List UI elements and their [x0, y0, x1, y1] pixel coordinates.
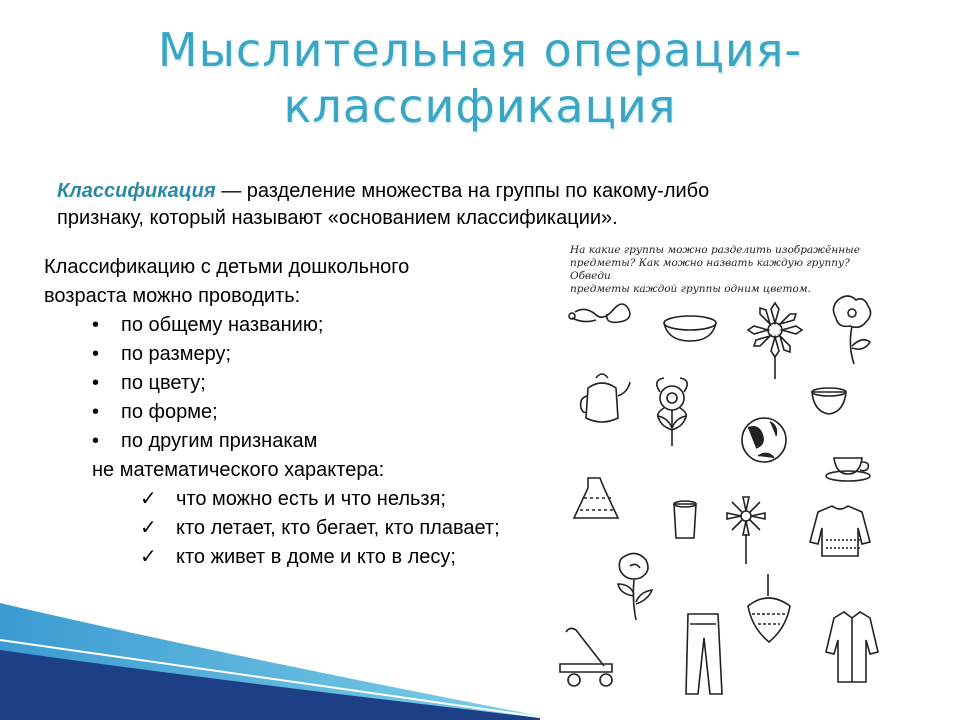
spinning-top-icon — [748, 574, 790, 642]
slide-title — [0, 22, 960, 134]
definition-term: Классификация — [57, 180, 216, 202]
bullet-item — [92, 369, 323, 398]
bullet-icon: • — [92, 430, 100, 452]
checkmark-icon: ✓ — [140, 517, 157, 539]
sweater-icon — [810, 506, 870, 556]
slide-title-line1: Мыслительная операция- — [157, 23, 803, 77]
bullet-icon: • — [92, 372, 100, 394]
bullet-item — [92, 311, 323, 340]
check-item-text: кто летает, кто бегает, кто плавает; — [176, 517, 500, 539]
rope-icon — [569, 304, 630, 322]
definition-text-line2: признаку, который называют «основанием классификации». — [57, 207, 618, 229]
cup-icon — [812, 388, 846, 414]
flower-icon — [657, 378, 687, 446]
check-item — [140, 485, 530, 514]
worksheet-instruction — [570, 244, 890, 296]
check-item — [140, 514, 530, 543]
intro-line2: возраста можно проводить: — [44, 285, 301, 307]
criteria-bullet-list — [92, 311, 323, 456]
bowl-icon — [664, 316, 716, 341]
dress-icon — [574, 478, 618, 518]
rose-icon — [618, 553, 652, 620]
definition-text-line1: — разделение множества на группы по какому-либо — [215, 180, 710, 202]
bullet-item-text: по размеру; — [121, 343, 232, 365]
definition-paragraph — [57, 178, 877, 232]
scooter-icon — [560, 628, 612, 686]
check-item-text: кто живет в доме и кто в лесу; — [176, 546, 456, 568]
check-item — [140, 543, 530, 572]
bullet-item — [92, 340, 323, 369]
bullet-item — [92, 398, 323, 427]
bullet-icon: • — [92, 401, 100, 423]
worksheet-instruction-line1: На какие группы можно разделить изображённые — [570, 244, 860, 256]
poppy-flower-icon — [833, 296, 870, 364]
checkmark-icon: ✓ — [140, 488, 157, 510]
teapot-icon — [581, 374, 630, 422]
shirt-icon — [826, 612, 878, 682]
worksheet-instruction-line2: предметы? Как можно назвать каждую группу? Обведи — [570, 257, 850, 282]
intro-text — [44, 253, 524, 311]
check-item-text: что можно есть и что нельзя; — [176, 488, 446, 510]
cornflower-icon — [727, 497, 765, 564]
bullet-item-text: по другим признакам — [121, 430, 318, 452]
examples-check-list — [140, 485, 530, 572]
bullet-item — [92, 427, 323, 456]
bullet-item-text: по цвету; — [121, 372, 206, 394]
trousers-icon — [686, 614, 722, 694]
checkmark-icon: ✓ — [140, 546, 157, 568]
glass-icon — [674, 501, 696, 538]
bullet-icon: • — [92, 343, 100, 365]
daisy-flower-icon — [748, 303, 802, 379]
bullet-item-text: по общему названию; — [121, 314, 324, 336]
worksheet-instruction-line3: предметы каждой группы одним цветом. — [570, 283, 811, 295]
bullet-icon: • — [92, 314, 100, 336]
teacup-saucer-icon — [826, 458, 870, 481]
slide-title-line2: классификация — [283, 79, 677, 133]
painted-ball-icon — [742, 418, 786, 462]
non-math-line: не математического характера: — [92, 459, 385, 481]
bullet-item-text: по форме; — [121, 401, 218, 423]
intro-line1: Классификацию с детьми дошкольного — [44, 256, 410, 278]
decorative-swoosh — [0, 600, 540, 720]
worksheet-illustration — [540, 238, 950, 720]
